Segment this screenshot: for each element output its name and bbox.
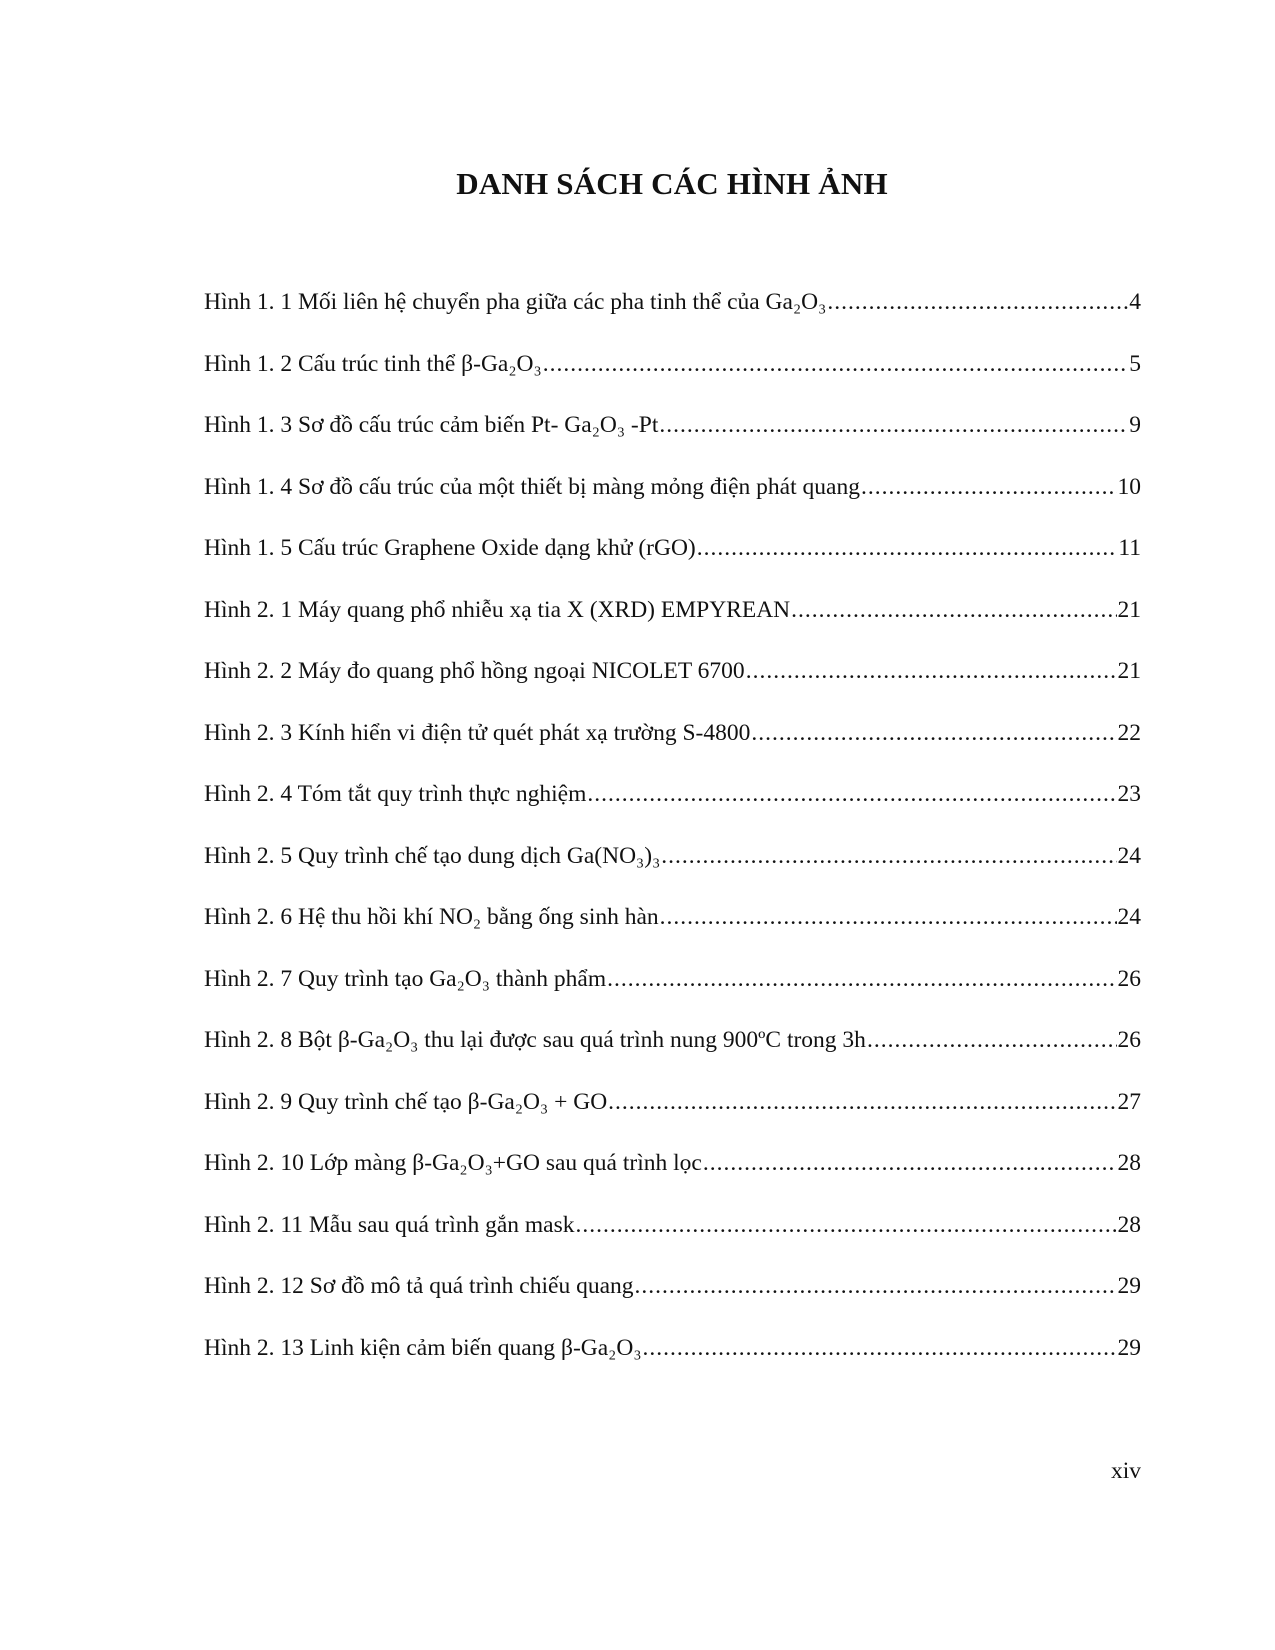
dot-leader — [576, 1205, 1117, 1245]
toc-entry-page: 29 — [1117, 1334, 1141, 1361]
toc-entry-page: 21 — [1117, 658, 1141, 684]
page-number: xiv — [1110, 1458, 1141, 1484]
toc-entry-page: 28 — [1117, 1150, 1141, 1176]
toc-entry-label: Hình 2. 7 Quy trình tạo Ga₂O₃ thành phẩm — [204, 965, 607, 992]
toc-entry-page: 23 — [1117, 781, 1141, 807]
toc-entry-page: 4 — [1129, 289, 1141, 315]
dot-leader — [661, 836, 1116, 876]
toc-entry-page: 28 — [1117, 1211, 1141, 1238]
toc-entry[interactable] — [204, 590, 1141, 652]
toc-entry[interactable] — [204, 282, 1141, 344]
dot-leader — [635, 1266, 1117, 1306]
dot-leader — [659, 405, 1128, 445]
figure-list — [204, 282, 1141, 1389]
toc-entry[interactable] — [204, 774, 1141, 836]
toc-entry-page: 24 — [1117, 904, 1141, 930]
toc-entry-page: 27 — [1117, 1088, 1141, 1115]
dot-leader — [587, 774, 1116, 814]
dot-leader — [791, 590, 1116, 630]
toc-entry-page: 5 — [1129, 350, 1141, 377]
dot-leader — [751, 713, 1116, 753]
dot-leader — [643, 1328, 1117, 1368]
toc-entry-label: Hình 2. 11 Mẫu sau quá trình gắn mask — [204, 1211, 575, 1238]
toc-entry[interactable] — [204, 1205, 1141, 1267]
toc-entry[interactable] — [204, 959, 1141, 1021]
toc-entry-page: 9 — [1129, 412, 1141, 438]
toc-entry-label: Hình 2. 12 Sơ đồ mô tả quá trình chiếu quang — [204, 1273, 634, 1299]
toc-entry-label: Hình 2. 1 Máy quang phổ nhiễu xạ tia X (XRD) EMPYREAN — [204, 596, 791, 623]
toc-entry[interactable] — [204, 405, 1141, 467]
toc-entry-label: Hình 2. 2 Máy đo quang phổ hồng ngoại NICOLET 6700 — [204, 658, 745, 684]
toc-entry[interactable] — [204, 1020, 1141, 1082]
toc-entry-page: 11 — [1118, 535, 1141, 561]
toc-entry[interactable] — [204, 1328, 1141, 1390]
toc-entry-label: Hình 1. 1 Mối liên hệ chuyển pha giữa các pha tinh thể của Ga₂O₃ — [204, 289, 827, 315]
dot-leader — [703, 1143, 1117, 1183]
toc-entry-label: Hình 2. 13 Linh kiện cảm biến quang β-Ga₂O₃ — [204, 1334, 642, 1361]
toc-entry[interactable] — [204, 467, 1141, 529]
toc-entry[interactable] — [204, 344, 1141, 406]
dot-leader — [746, 651, 1117, 691]
toc-entry-label: Hình 1. 3 Sơ đồ cấu trúc cảm biến Pt- Ga₂O₃ -Pt — [204, 412, 659, 438]
toc-entry[interactable] — [204, 651, 1141, 713]
toc-entry-page: 24 — [1117, 842, 1141, 869]
toc-entry[interactable] — [204, 1266, 1141, 1328]
toc-entry-label: Hình 1. 4 Sơ đồ cấu trúc của một thiết bị màng mỏng điện phát quang — [204, 473, 860, 500]
toc-entry-page: 29 — [1117, 1273, 1141, 1299]
toc-entry-label: Hình 1. 2 Cấu trúc tinh thể β-Ga₂O₃ — [204, 350, 542, 377]
dot-leader — [543, 344, 1129, 384]
dot-leader — [697, 528, 1118, 568]
toc-entry-label: Hình 2. 10 Lớp màng β-Ga₂O₃+GO sau quá trình lọc — [204, 1150, 702, 1176]
toc-entry[interactable] — [204, 897, 1141, 959]
toc-entry-label: Hình 2. 5 Quy trình chế tạo dung dịch Ga(NO₃)₃ — [204, 842, 661, 869]
dot-leader — [867, 1020, 1117, 1060]
dot-leader — [827, 282, 1128, 322]
dot-leader — [660, 897, 1117, 937]
dot-leader — [607, 959, 1116, 999]
toc-entry[interactable] — [204, 1143, 1141, 1205]
toc-entry-label: Hình 2. 8 Bột β-Ga₂O₃ thu lại được sau quá trình nung 900ºC trong 3h — [204, 1027, 866, 1053]
toc-entry[interactable] — [204, 713, 1141, 775]
toc-entry-label: Hình 2. 6 Hệ thu hồi khí NO₂ bằng ống sinh hàn — [204, 904, 659, 930]
dot-leader — [861, 467, 1117, 507]
toc-entry-page: 26 — [1117, 1027, 1141, 1053]
toc-entry-label: Hình 1. 5 Cấu trúc Graphene Oxide dạng khử (rGO) — [204, 535, 696, 561]
toc-entry[interactable] — [204, 528, 1141, 590]
page-title: DANH SÁCH CÁC HÌNH ẢNH — [456, 166, 888, 201]
toc-entry[interactable] — [204, 1082, 1141, 1144]
toc-entry-label: Hình 2. 9 Quy trình chế tạo β-Ga₂O₃ + GO — [204, 1088, 608, 1115]
toc-entry-label: Hình 2. 3 Kính hiển vi điện tử quét phát xạ trường S-4800 — [204, 719, 751, 746]
toc-entry-page: 10 — [1117, 473, 1141, 500]
dot-leader — [608, 1082, 1116, 1122]
toc-entry[interactable] — [204, 836, 1141, 898]
toc-entry-page: 26 — [1117, 965, 1141, 992]
toc-entry-label: Hình 2. 4 Tóm tắt quy trình thực nghiệm — [204, 781, 587, 807]
toc-entry-page: 22 — [1117, 719, 1141, 746]
toc-entry-page: 21 — [1117, 596, 1141, 623]
